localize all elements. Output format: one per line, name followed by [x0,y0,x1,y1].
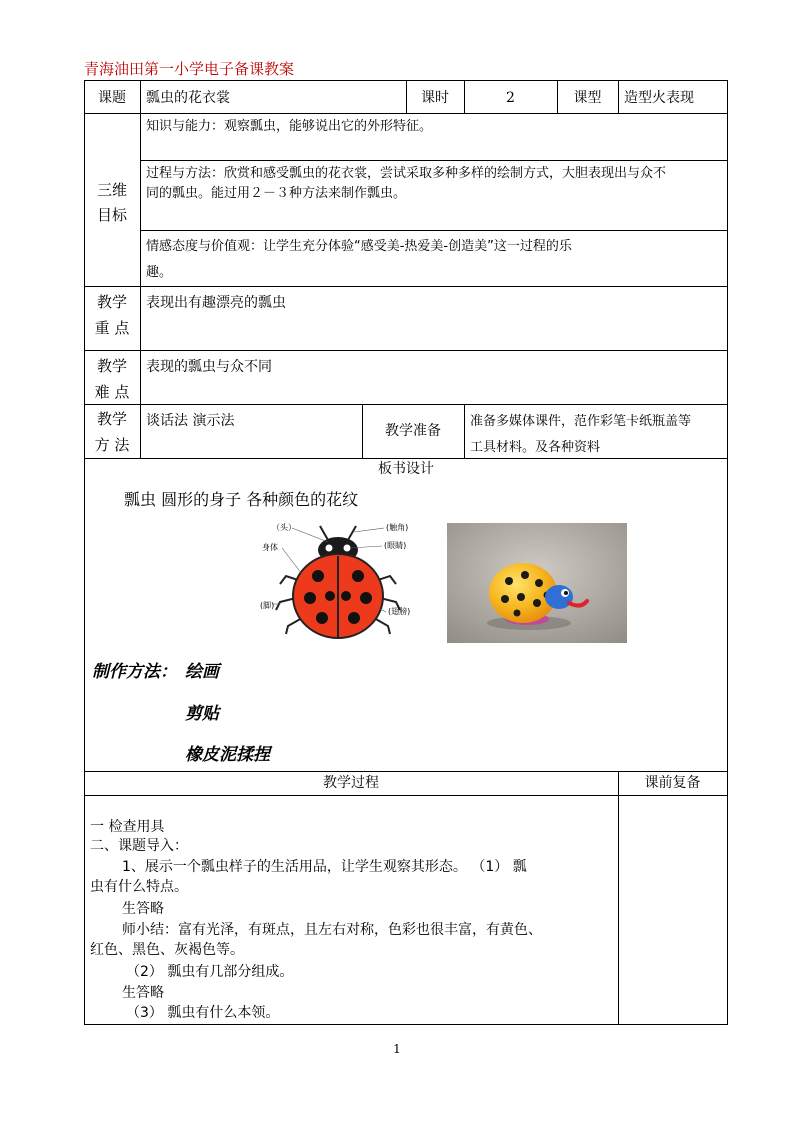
objective-knowledge: 知识与能力：观察瓢虫，能够说出它的外形特征。 [146,119,433,134]
page-number: 1 [393,1042,401,1056]
making-method-1: 绘画 [185,662,219,682]
board-summary: 瓢虫 圆形的身子 各种颜色的花纹 [124,490,359,509]
label-antenna: (触角) [386,523,409,532]
process-line-5: 生答略 [122,901,164,917]
objective-process-2: 同的瓢虫。能过用２－３种方法来制作瓢虫。 [146,186,407,201]
process-line-10: （3） 瓢虫有什么本领。 [126,1005,280,1021]
making-method-3: 橡皮泥揉捏 [185,745,270,765]
type-value: 造型火表现 [624,90,694,106]
board-heading: 板书设计 [378,461,434,477]
method-label-1: 教学 [96,410,127,428]
topic-value: 瓢虫的花衣裳 [146,90,230,106]
ladybug-diagram [258,518,422,644]
key-point-label-2: 重 点 [94,319,130,337]
process-line-2: 二、课题导入： [90,838,188,854]
objectives-label-2: 目标 [96,206,127,224]
process-line-4: 虫有什么特点。 [90,879,188,895]
process-line-3: 1、展示一个瓢虫样子的生活用品，让学生观察其形态。 （1） 瓢 [122,859,527,875]
prep-line-1: 准备多媒体课件，范作彩笔卡纸瓶盖等 [470,414,692,429]
hours-value: 2 [506,90,515,106]
clay-ladybug-photo-svg [447,523,627,643]
method-value: 谈话法 演示法 [146,413,235,429]
topic-label: 课题 [98,90,126,106]
label-head: （头） [272,523,296,532]
hours-label: 课时 [421,90,449,106]
prep-label: 教学准备 [385,423,441,439]
difficulty-value: 表现的瓢虫与众不同 [146,359,272,375]
label-body: 身体 [262,543,278,552]
difficulty-label-2: 难 点 [94,383,130,401]
school-title: 青海油田第一小学电子备课教案 [84,60,295,78]
process-line-8: （2） 瓢虫有几部分组成。 [126,964,294,980]
process-line-1: 一 检查用具 [90,819,165,835]
key-point-label-1: 教学 [96,293,127,311]
label-wing: (翅膀) [388,607,411,616]
ladybug-diagram-svg [258,518,422,644]
objective-emotion-2: 趣。 [146,265,173,280]
objective-process-1: 过程与方法：欣赏和感受瓢虫的花衣裳，尝试采取多种多样的绘制方式，大胆表现出与众不 [146,166,667,181]
process-line-7: 红色、黑色、灰褐色等。 [90,942,244,958]
objectives-label-1: 三维 [96,181,127,199]
making-label: 制作方法： [92,662,177,682]
label-eye: (眼睛) [384,541,407,550]
process-line-6: 师小结：富有光泽，有斑点，且左右对称，色彩也很丰富，有黄色、 [122,922,542,938]
process-side-heading: 课前复备 [644,775,701,791]
method-label-2: 方 法 [94,436,130,454]
objective-emotion-1: 情感态度与价值观：让学生充分体验“感受美-热爱美-创造美”这一过程的乐 [146,239,572,254]
process-line-9: 生答略 [122,985,164,1001]
process-heading: 教学过程 [323,775,379,791]
clay-ladybug-photo [447,523,627,643]
prep-line-2: 工具材料。及各种资料 [470,440,601,455]
difficulty-label-1: 教学 [96,357,127,375]
label-leg: (脚) [260,601,275,610]
type-label: 课型 [573,90,602,106]
making-method-2: 剪贴 [185,704,219,724]
key-point-value: 表现出有趣漂亮的瓢虫 [146,295,286,311]
